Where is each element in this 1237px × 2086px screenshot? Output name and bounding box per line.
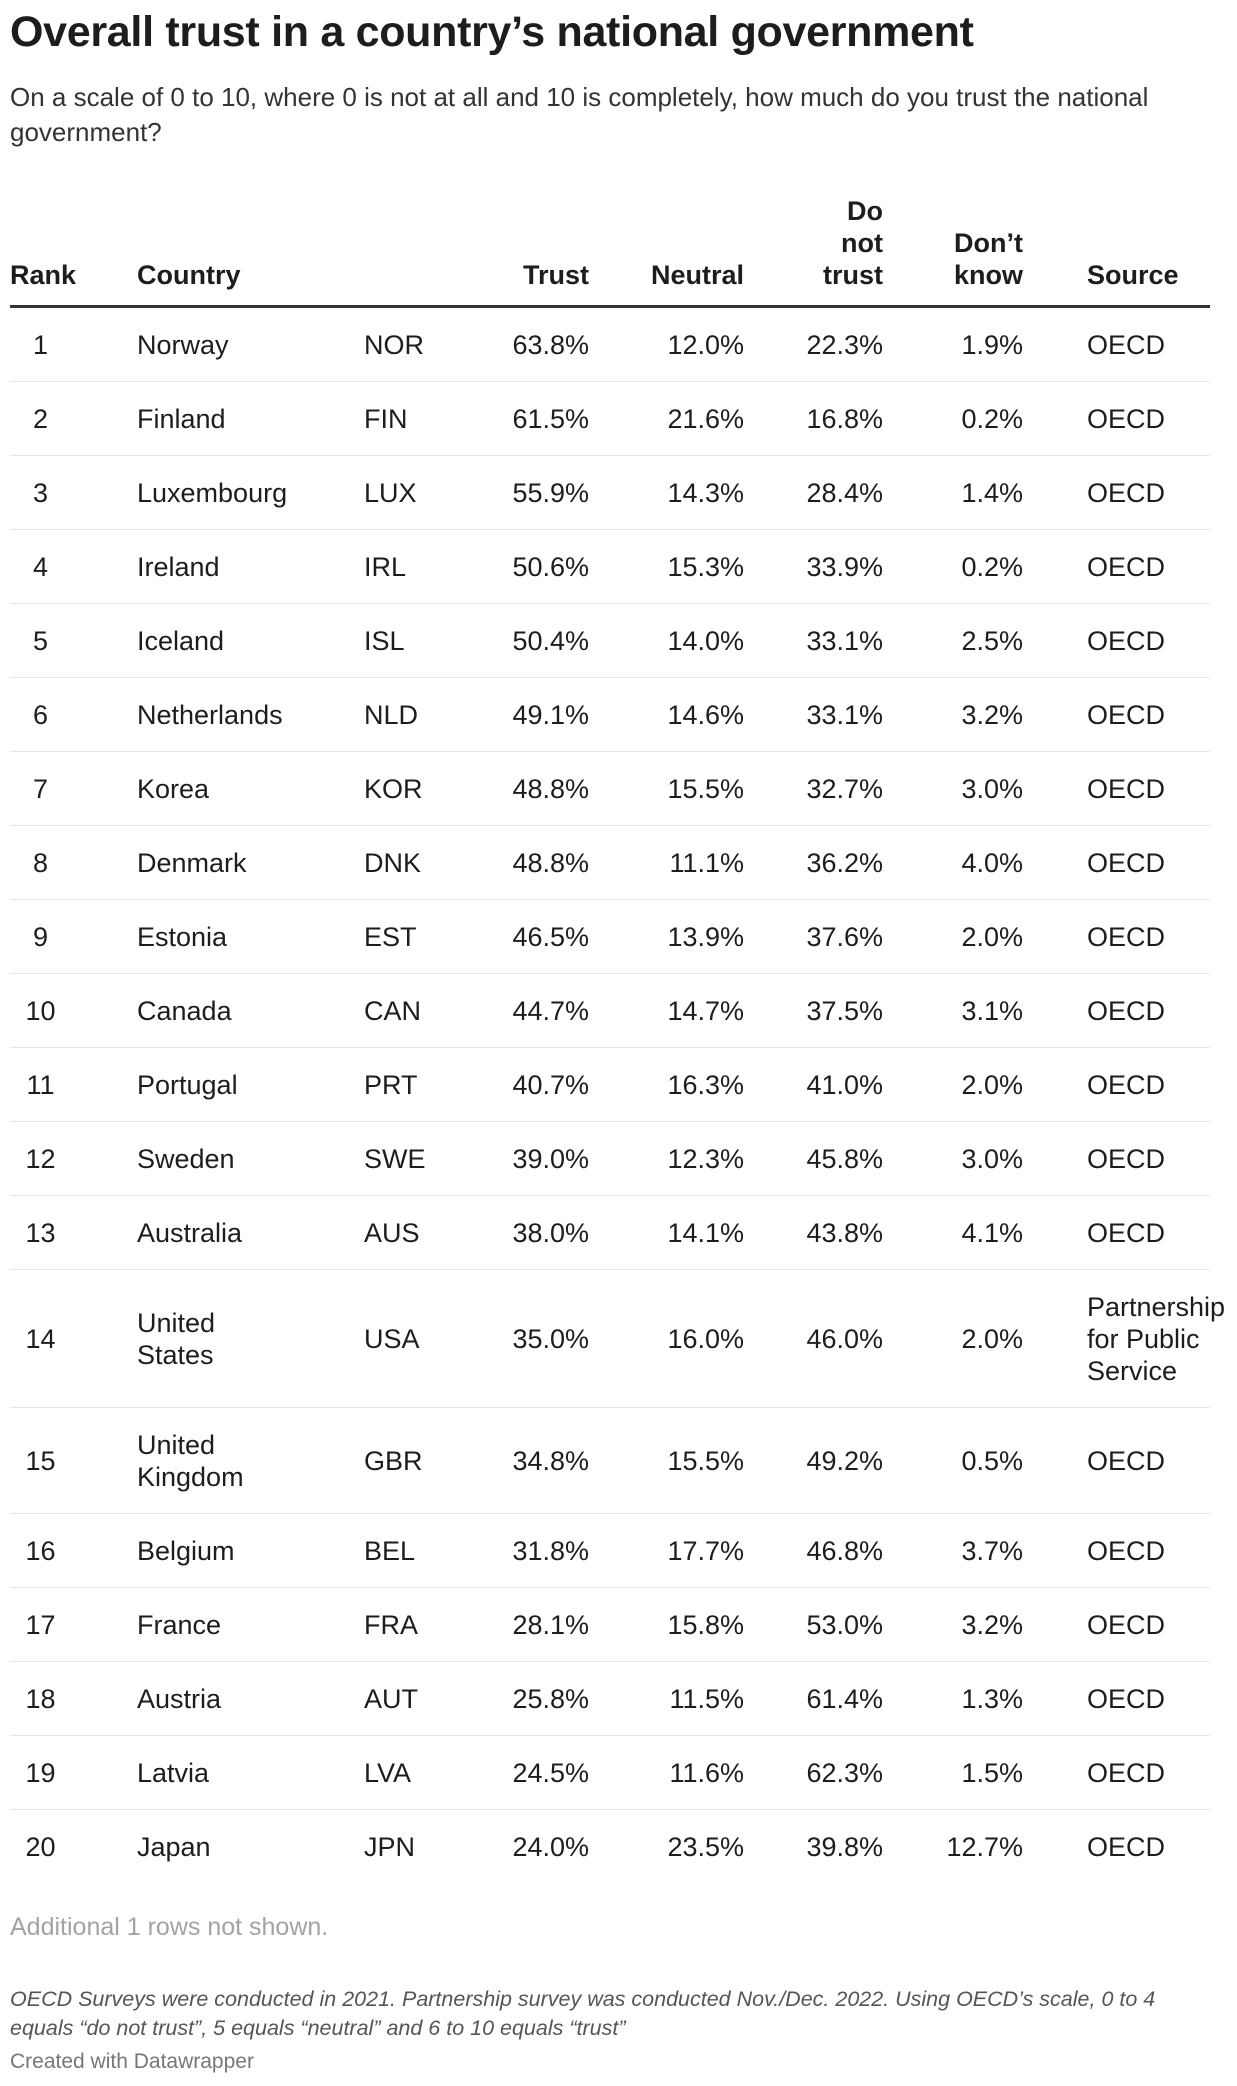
source-text: OECD — [1087, 1757, 1166, 1788]
cell-country — [137, 900, 364, 974]
country-text: Netherlands — [137, 699, 283, 730]
cell-source — [1023, 1810, 1210, 1884]
cell-country — [137, 1588, 364, 1662]
chart-title: Overall trust in a country’s national government — [10, 8, 974, 56]
cell-trust: 28.1% — [459, 1588, 589, 1662]
cell-code: PRT — [364, 1048, 459, 1122]
country-text: United Kingdom — [137, 1429, 244, 1492]
table-row — [10, 1270, 1210, 1408]
cell-neutral: 12.0% — [589, 307, 744, 382]
cell-code: GBR — [364, 1408, 459, 1514]
country-text: Australia — [137, 1217, 243, 1248]
cell-rank: 5 — [10, 604, 137, 678]
cell-neutral: 16.0% — [589, 1270, 744, 1408]
cell-rank: 1 — [10, 307, 137, 382]
cell-trust: 50.6% — [459, 530, 589, 604]
header-trust[interactable] — [459, 195, 589, 307]
cell-rank: 2 — [10, 382, 137, 456]
header-do-not-trust-line-2: not — [841, 228, 883, 258]
cell-source — [1023, 1588, 1210, 1662]
cell-do-not-trust: 36.2% — [744, 826, 883, 900]
cell-dont-know: 0.2% — [883, 530, 1023, 604]
country-text: Austria — [137, 1683, 222, 1714]
cell-source — [1023, 604, 1210, 678]
cell-country — [137, 1736, 364, 1810]
cell-source — [1023, 530, 1210, 604]
cell-rank: 15 — [10, 1408, 137, 1514]
country-text: France — [137, 1609, 222, 1640]
rows-not-shown-note: Additional 1 rows not shown. — [10, 1913, 329, 1941]
cell-code: DNK — [364, 826, 459, 900]
cell-dont-know: 2.0% — [883, 1270, 1023, 1408]
cell-code: NOR — [364, 307, 459, 382]
cell-source — [1023, 382, 1210, 456]
cell-dont-know: 3.2% — [883, 1588, 1023, 1662]
cell-country — [137, 307, 364, 382]
country-text: Latvia — [137, 1757, 210, 1788]
cell-source — [1023, 1048, 1210, 1122]
cell-rank: 4 — [10, 530, 137, 604]
cell-rank: 10 — [10, 974, 137, 1048]
cell-rank: 11 — [10, 1048, 137, 1122]
country-text: United States — [137, 1307, 216, 1370]
cell-source — [1023, 1122, 1210, 1196]
cell-source — [1023, 1736, 1210, 1810]
cell-country — [137, 826, 364, 900]
table-row — [10, 1662, 1210, 1736]
table-row — [10, 1048, 1210, 1122]
country-text: Canada — [137, 995, 232, 1026]
cell-neutral: 12.3% — [589, 1122, 744, 1196]
cell-neutral: 21.6% — [589, 382, 744, 456]
cell-code: LUX — [364, 456, 459, 530]
table-row — [10, 1514, 1210, 1588]
table-row — [10, 604, 1210, 678]
cell-do-not-trust: 33.1% — [744, 678, 883, 752]
cell-rank: 8 — [10, 826, 137, 900]
cell-rank: 19 — [10, 1736, 137, 1810]
country-text: Belgium — [137, 1535, 235, 1566]
cell-trust: 44.7% — [459, 974, 589, 1048]
credit-link[interactable]: Created with Datawrapper — [10, 2050, 254, 2073]
cell-country — [137, 1408, 364, 1514]
cell-code: SWE — [364, 1122, 459, 1196]
cell-do-not-trust: 49.2% — [744, 1408, 883, 1514]
cell-neutral: 11.6% — [589, 1736, 744, 1810]
table-row — [10, 1122, 1210, 1196]
cell-neutral: 14.1% — [589, 1196, 744, 1270]
cell-do-not-trust: 43.8% — [744, 1196, 883, 1270]
cell-country — [137, 974, 364, 1048]
cell-country — [137, 1514, 364, 1588]
cell-source — [1023, 900, 1210, 974]
header-do-not-trust-line-1: Do — [847, 196, 883, 226]
cell-do-not-trust: 22.3% — [744, 307, 883, 382]
table-row — [10, 307, 1210, 382]
cell-code: CAN — [364, 974, 459, 1048]
cell-source — [1023, 752, 1210, 826]
country-text: Norway — [137, 329, 229, 360]
cell-code: EST — [364, 900, 459, 974]
cell-do-not-trust: 16.8% — [744, 382, 883, 456]
cell-trust: 50.4% — [459, 604, 589, 678]
cell-source — [1023, 826, 1210, 900]
cell-neutral: 15.5% — [589, 1408, 744, 1514]
country-text: Estonia — [137, 921, 228, 952]
country-text: Sweden — [137, 1143, 235, 1174]
country-text: Finland — [137, 403, 226, 434]
cell-country — [137, 1196, 364, 1270]
cell-source — [1023, 1662, 1210, 1736]
cell-source — [1023, 1270, 1226, 1408]
table-row — [10, 1736, 1210, 1810]
cell-country — [137, 1810, 364, 1884]
cell-dont-know: 3.2% — [883, 678, 1023, 752]
country-text: Ireland — [137, 551, 220, 582]
cell-dont-know: 4.0% — [883, 826, 1023, 900]
header-neutral[interactable] — [589, 195, 744, 307]
cell-do-not-trust: 33.1% — [744, 604, 883, 678]
cell-code: USA — [364, 1270, 459, 1408]
source-text: OECD — [1087, 921, 1166, 952]
table-row — [10, 530, 1210, 604]
cell-country — [137, 1122, 364, 1196]
cell-dont-know: 0.2% — [883, 382, 1023, 456]
country-text: Luxembourg — [137, 477, 288, 508]
cell-trust: 25.8% — [459, 1662, 589, 1736]
cell-code: KOR — [364, 752, 459, 826]
cell-rank: 3 — [10, 456, 137, 530]
source-text: OECD — [1087, 1683, 1166, 1714]
country-text: Portugal — [137, 1069, 238, 1100]
cell-do-not-trust: 46.8% — [744, 1514, 883, 1588]
cell-neutral: 13.9% — [589, 900, 744, 974]
cell-country — [137, 604, 364, 678]
header-dont-know[interactable] — [883, 195, 1023, 307]
cell-dont-know: 1.5% — [883, 1736, 1023, 1810]
header-dont-know-line-1: Don’t — [954, 228, 1023, 258]
cell-trust: 24.0% — [512, 1831, 589, 1862]
source-text: OECD — [1087, 551, 1166, 582]
header-do-not-trust[interactable] — [744, 195, 883, 307]
cell-neutral: 17.7% — [589, 1514, 744, 1588]
table-row — [10, 1588, 1210, 1662]
cell-dont-know: 1.4% — [883, 456, 1023, 530]
cell-do-not-trust: 39.8% — [806, 1831, 883, 1862]
data-table — [10, 195, 1226, 1883]
cell-neutral: 15.8% — [589, 1588, 744, 1662]
cell-country — [137, 530, 364, 604]
cell-source — [1023, 1514, 1210, 1588]
table-row — [10, 752, 1210, 826]
cell-source — [1023, 1196, 1210, 1270]
table-row — [10, 1810, 1210, 1884]
header-code — [364, 195, 459, 307]
cell-dont-know: 12.7% — [946, 1831, 1023, 1862]
cell-rank: 17 — [10, 1588, 137, 1662]
cell-code: LVA — [364, 1736, 459, 1810]
table-row — [10, 456, 1210, 530]
cell-neutral: 11.5% — [589, 1662, 744, 1736]
cell-trust: 46.5% — [459, 900, 589, 974]
cell-neutral: 11.1% — [589, 826, 744, 900]
header-source-label: Source — [1087, 260, 1179, 290]
footnote: OECD Surveys were conducted in 2021. Partnership survey was conducted Nov./Dec. 2022. Using OECD’s scale, 0 to 4 equals “do not trust”, 5 equals “neutral” and 6 to 10 equals “trust” — [10, 1987, 1156, 2040]
cell-dont-know: 3.1% — [883, 974, 1023, 1048]
cell-country — [137, 456, 364, 530]
cell-code: NLD — [364, 678, 459, 752]
source-text: OECD — [1087, 403, 1166, 434]
cell-do-not-trust: 33.9% — [744, 530, 883, 604]
table-row — [10, 900, 1210, 974]
header-do-not-trust-line-3: trust — [823, 260, 883, 290]
country-text: Iceland — [137, 625, 225, 656]
cell-trust: 34.8% — [459, 1408, 589, 1514]
source-text: OECD — [1087, 1069, 1166, 1100]
cell-trust: 63.8% — [459, 307, 589, 382]
cell-code: FRA — [364, 1588, 459, 1662]
cell-do-not-trust: 28.4% — [744, 456, 883, 530]
cell-neutral: 15.5% — [589, 752, 744, 826]
cell-do-not-trust: 62.3% — [744, 1736, 883, 1810]
source-text: OECD — [1087, 995, 1166, 1026]
source-text: OECD — [1087, 699, 1166, 730]
header-rank-label: Rank — [10, 260, 77, 290]
source-text: OECD — [1087, 1831, 1166, 1862]
source-text: OECD — [1087, 1445, 1166, 1476]
cell-do-not-trust: 37.5% — [744, 974, 883, 1048]
cell-source — [1023, 974, 1210, 1048]
cell-country — [137, 1662, 364, 1736]
table-body — [10, 307, 1226, 1884]
cell-trust: 35.0% — [459, 1270, 589, 1408]
cell-do-not-trust: 32.7% — [744, 752, 883, 826]
cell-trust: 55.9% — [459, 456, 589, 530]
cell-dont-know: 1.9% — [883, 307, 1023, 382]
cell-rank: 13 — [10, 1196, 137, 1270]
cell-code: FIN — [364, 382, 459, 456]
cell-rank: 14 — [10, 1270, 137, 1408]
cell-neutral: 14.6% — [589, 678, 744, 752]
cell-neutral: 15.3% — [589, 530, 744, 604]
source-text: OECD — [1087, 847, 1166, 878]
cell-trust: 31.8% — [459, 1514, 589, 1588]
cell-code: AUT — [364, 1662, 459, 1736]
source-text: OECD — [1087, 625, 1166, 656]
cell-dont-know: 2.0% — [883, 900, 1023, 974]
cell-code: IRL — [364, 530, 459, 604]
header-rank[interactable] — [10, 195, 137, 307]
cell-trust: 40.7% — [459, 1048, 589, 1122]
cell-trust: 49.1% — [459, 678, 589, 752]
source-text: Partnership for Public Service — [1087, 1291, 1226, 1386]
cell-country — [137, 382, 364, 456]
cell-dont-know: 2.5% — [883, 604, 1023, 678]
table-row — [10, 974, 1210, 1048]
cell-trust: 38.0% — [459, 1196, 589, 1270]
cell-country — [137, 678, 364, 752]
cell-code: JPN — [364, 1831, 416, 1862]
cell-trust: 61.5% — [459, 382, 589, 456]
cell-neutral: 14.0% — [589, 604, 744, 678]
cell-dont-know: 3.0% — [883, 752, 1023, 826]
cell-trust: 48.8% — [459, 826, 589, 900]
header-country-label: Country — [137, 260, 241, 290]
source-text: OECD — [1087, 1535, 1166, 1566]
table-row — [10, 1196, 1210, 1270]
table-row — [10, 1408, 1210, 1514]
cell-trust: 48.8% — [459, 752, 589, 826]
cell-rank: 9 — [10, 900, 137, 974]
cell-dont-know: 1.3% — [883, 1662, 1023, 1736]
cell-rank: 6 — [10, 678, 137, 752]
header-trust-label: Trust — [522, 260, 589, 290]
country-text: Denmark — [137, 847, 247, 878]
cell-source — [1023, 456, 1210, 530]
source-text: OECD — [1087, 1609, 1166, 1640]
cell-dont-know: 4.1% — [883, 1196, 1023, 1270]
cell-dont-know: 3.0% — [883, 1122, 1023, 1196]
cell-code: ISL — [364, 604, 459, 678]
chart-subtitle: On a scale of 0 to 10, where 0 is not at all and 10 is completely, how much do you trust the national government? — [10, 82, 1149, 147]
cell-rank: 18 — [10, 1662, 137, 1736]
cell-neutral: 14.3% — [589, 456, 744, 530]
country-text: Korea — [137, 773, 210, 804]
country-text: Japan — [137, 1831, 211, 1862]
source-text: OECD — [1087, 477, 1166, 508]
cell-trust: 24.5% — [459, 1736, 589, 1810]
cell-do-not-trust: 37.6% — [744, 900, 883, 974]
cell-neutral: 16.3% — [589, 1048, 744, 1122]
cell-source — [1023, 1408, 1210, 1514]
table-row — [10, 382, 1210, 456]
cell-source — [1023, 678, 1210, 752]
cell-rank: 7 — [10, 752, 137, 826]
header-source[interactable] — [1023, 195, 1210, 307]
cell-rank: 20 — [25, 1831, 56, 1862]
cell-neutral: 14.7% — [589, 974, 744, 1048]
table-row — [10, 678, 1210, 752]
cell-trust: 39.0% — [459, 1122, 589, 1196]
cell-code: AUS — [364, 1196, 459, 1270]
source-text: OECD — [1087, 1143, 1166, 1174]
cell-do-not-trust: 61.4% — [744, 1662, 883, 1736]
cell-dont-know: 3.7% — [883, 1514, 1023, 1588]
cell-rank: 16 — [10, 1514, 137, 1588]
cell-do-not-trust: 45.8% — [744, 1122, 883, 1196]
cell-dont-know: 2.0% — [883, 1048, 1023, 1122]
cell-country — [137, 1270, 364, 1408]
header-neutral-label: Neutral — [650, 260, 744, 290]
cell-rank: 12 — [10, 1122, 137, 1196]
cell-do-not-trust: 53.0% — [744, 1588, 883, 1662]
cell-dont-know: 0.5% — [883, 1408, 1023, 1514]
cell-neutral: 23.5% — [667, 1831, 744, 1862]
header-dont-know-line-2: know — [953, 260, 1023, 290]
table-header — [10, 195, 1210, 307]
header-country[interactable] — [137, 195, 364, 307]
cell-country — [137, 1048, 364, 1122]
source-text: OECD — [1087, 773, 1166, 804]
source-text: OECD — [1087, 1217, 1166, 1248]
cell-code: BEL — [364, 1514, 459, 1588]
table-row — [10, 826, 1210, 900]
cell-do-not-trust: 46.0% — [744, 1270, 883, 1408]
source-text: OECD — [1087, 329, 1166, 360]
cell-country — [137, 752, 364, 826]
cell-do-not-trust: 41.0% — [744, 1048, 883, 1122]
cell-source — [1023, 307, 1210, 382]
